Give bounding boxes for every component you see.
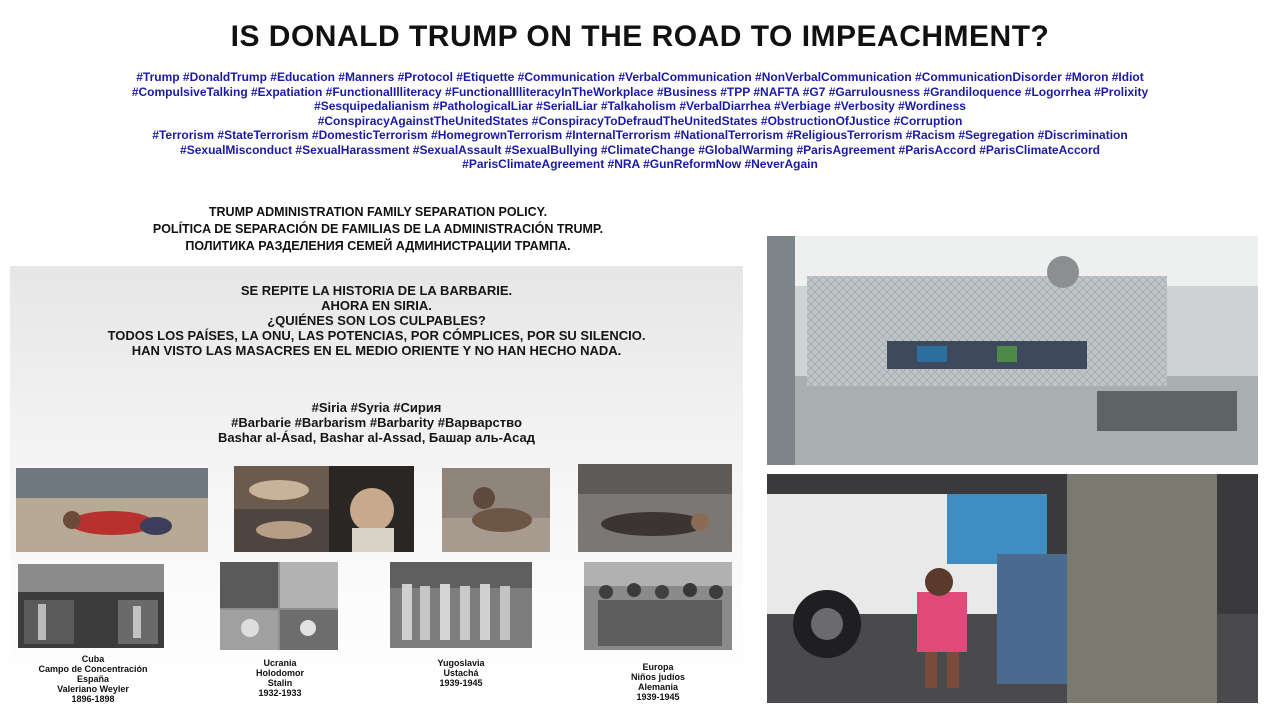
poster-hashtags: [10, 400, 743, 445]
photo-cuba-camp: [18, 564, 164, 648]
poster-hashtag-line: #Siria #Syria #Сирия: [311, 400, 442, 415]
hashtag-line: #CompulsiveTalking #Expatiation #FunctionalIlliteracy #FunctionalIlliteracyInTheWorkplace #Business #TPP #NAFTA #G7 #Garrulousness #Grandiloquence #Logorrhea #Prolixity: [131, 84, 1149, 99]
caption-line: Ustachá: [443, 668, 479, 678]
caption-line: Cuba: [81, 654, 105, 664]
hashtag-line: #Sesquipedalianism #PathologicalLiar #SerialLiar #Talkaholism #VerbalDiarrhea #Verbiage #Verbosity #Wordiness: [314, 99, 966, 113]
photo-detention-cage: [767, 236, 1258, 465]
policy-heading: [0, 204, 756, 255]
caption-line: Niños judíos: [631, 672, 685, 682]
poster-heading-line: AHORA EN SIRIA.: [321, 298, 432, 313]
caption-line: Stalin: [267, 678, 293, 688]
photo-child-on-beach: [16, 468, 208, 552]
photo-boy-on-ground: [578, 464, 732, 552]
caption-line: Yugoslavia: [437, 658, 485, 668]
poster-heading: [10, 283, 743, 358]
caption-line: Campo de Concentración: [38, 664, 148, 674]
poster-heading-line: SE REPITE LA HISTORIA DE LA BARBARIE.: [240, 283, 513, 298]
poster-heading-line: ¿QUIÉNES SON LOS CULPABLES?: [267, 313, 486, 328]
hashtag-line: #SexualMisconduct #SexualHarassment #SexualAssault #SexualBullying #ClimateChange #GlobalWarming #ParisAgreement #ParisAccord #ParisClimateAccord: [180, 142, 1100, 157]
caption-europe: [576, 662, 740, 702]
photo-yugoslavia-children: [390, 562, 532, 648]
caption-line: Ucrania: [263, 658, 297, 668]
photo-starving-children: [234, 466, 414, 552]
photo-child-in-rubble: [442, 468, 550, 552]
photo-border-patrol-girl: [767, 474, 1258, 703]
caption-line: España: [76, 674, 109, 684]
poster-hashtag-line: #Barbarie #Barbarism #Barbarity #Варварство: [231, 415, 522, 430]
hashtag-line: #ConspiracyAgainstTheUnitedStates #ConspiracyToDefraudTheUnitedStates #ObstructionOfJustice #Corruption: [317, 113, 963, 128]
syria-poster: [10, 266, 743, 704]
policy-line-es: POLÍTICA DE SEPARACIÓN DE FAMILIAS DE LA ADMINISTRACIÓN TRUMP.: [152, 222, 604, 236]
caption-line: Valeriano Weyler: [57, 684, 129, 694]
caption-line: Holodomor: [256, 668, 304, 678]
photo-europe-jewish-children: [584, 562, 732, 650]
caption-line: 1896-1898: [71, 694, 115, 704]
policy-line-ru: ПОЛИТИКА РАЗДЕЛЕНИЯ СЕМЕЙ АДМИНИСТРАЦИИ ТРАМПА.: [185, 239, 571, 253]
caption-line: Europa: [642, 662, 674, 672]
caption-line: Alemania: [637, 682, 679, 692]
caption-line: 1939-1945: [636, 692, 680, 702]
poster-heading-line: HAN VISTO LAS MASACRES EN EL MEDIO ORIENTE Y NO HAN HECHO NADA.: [131, 343, 622, 358]
hashtag-line: #ParisClimateAgreement #NRA #GunReformNow #NeverAgain: [462, 157, 818, 171]
caption-line: 1932-1933: [258, 688, 302, 698]
hashtag-line: #Terrorism #StateTerrorism #DomesticTerrorism #HomegrownTerrorism #InternalTerrorism #NationalTerrorism #ReligiousTerrorism #Racism #Segregation #Discrimination: [152, 128, 1128, 142]
photo-ukraine-holodomor: [220, 562, 338, 650]
caption-cuba: [10, 654, 176, 704]
hashtag-line: #Trump #DonaldTrump #Education #Manners #Protocol #Etiquette #Communication #VerbalCommunication #NonVerbalCommunication #CommunicationDisorder #Moron #Idiot: [136, 70, 1144, 84]
caption-line: 1939-1945: [439, 678, 483, 688]
poster-hashtag-line: Bashar al-Ásad, Bashar al-Assad, Башар аль-Асад: [217, 430, 536, 445]
caption-yugoslavia: [380, 658, 542, 688]
caption-ukraine: [210, 658, 350, 698]
poster-heading-line: TODOS LOS PAÍSES, LA ONU, LAS POTENCIAS, POR CÓMPLICES, POR SU SILENCIO.: [107, 328, 646, 343]
page-title: IS DONALD TRUMP ON THE ROAD TO IMPEACHMENT?: [230, 20, 1050, 53]
policy-line-en: TRUMP ADMINISTRATION FAMILY SEPARATION POLICY.: [208, 205, 548, 219]
hashtag-block: [10, 70, 1270, 172]
